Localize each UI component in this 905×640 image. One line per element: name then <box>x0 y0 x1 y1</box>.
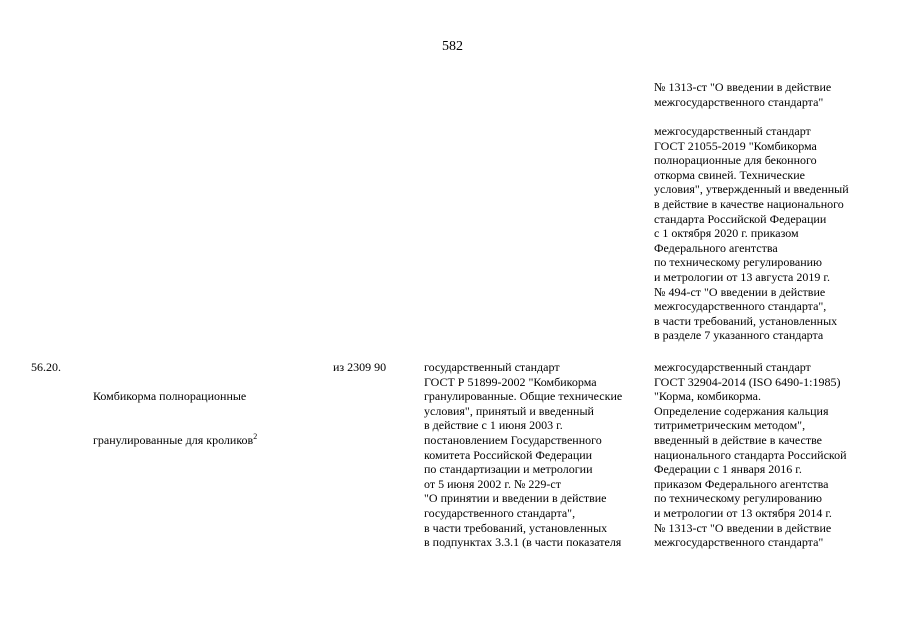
top-continuation-2-line: № 494-ст "О введении в действие <box>654 284 826 299</box>
product-name-line-2: гранулированные для кроликов$^2$ <box>93 431 258 447</box>
top-continuation-2-line: в действие в качестве национального <box>654 196 844 211</box>
standard-line: комитета Российской Федерации <box>424 447 593 462</box>
method-line: национального стандарта Российской <box>654 447 847 462</box>
top-continuation-2-line: по техническому регулированию <box>654 255 823 270</box>
row-product-name <box>93 360 257 462</box>
method-line: межгосударственного стандарта" <box>654 535 824 550</box>
method-line: приказом Федерального агентства <box>654 476 829 491</box>
method-line: № 1313-ст "О введении в действие <box>654 520 832 535</box>
standard-line: по стандартизации и метрологии <box>424 462 593 477</box>
top-continuation-2-line: межгосударственного стандарта", <box>654 299 827 314</box>
method-line: Федерации с 1 января 2016 г. <box>654 462 802 477</box>
footnote-marker: 2 <box>253 431 258 441</box>
method-line: титриметрическим методом", <box>654 418 806 433</box>
standard-line: гранулированные. Общие технические <box>424 389 623 404</box>
method-line: введенный в действие в качестве <box>654 432 823 447</box>
row-tn-ved-code: из 2309 90 <box>333 360 387 374</box>
method-line: и метрологии от 13 октября 2014 г. <box>654 505 832 520</box>
top-continuation-2-line: в части требований, установленных <box>654 313 838 328</box>
product-name-line-1: Комбикорма полнорационные <box>93 389 247 404</box>
standard-line: в части требований, установленных <box>424 520 608 535</box>
top-continuation-text-2 <box>654 124 849 343</box>
top-continuation-2-line: стандарта Российской Федерации <box>654 211 827 226</box>
method-line: по техническому регулированию <box>654 491 823 506</box>
top-continuation-text-1 <box>654 80 831 109</box>
row-standard-text <box>424 360 622 550</box>
standard-line: государственный стандарт <box>424 360 560 374</box>
standard-line: в подпунктах 3.3.1 (в части показателя <box>424 535 622 550</box>
row-method-text <box>654 360 847 550</box>
standard-line: "О принятии и введении в действие <box>424 491 607 506</box>
standard-line: в действие с 1 июня 2003 г. <box>424 418 563 433</box>
top-continuation-2-line: полнорационные для беконного <box>654 153 817 168</box>
top-continuation-2-line: в разделе 7 указанного стандарта <box>654 328 824 343</box>
standard-line: постановлением Государственного <box>424 432 602 447</box>
top-continuation-2-line: с 1 октября 2020 г. приказом <box>654 226 799 241</box>
method-line: межгосударственный стандарт <box>654 360 811 374</box>
method-line: Определение содержания кальция <box>654 403 829 418</box>
page-number: 582 <box>442 39 463 54</box>
top-continuation-2-line: межгосударственный стандарт <box>654 124 811 138</box>
top-continuation-2-line: ГОСТ 21055-2019 "Комбикорма <box>654 138 817 153</box>
top-continuation-2-line: и метрологии от 13 августа 2019 г. <box>654 269 830 284</box>
top-continuation-2-line: Федерального агентства <box>654 240 778 255</box>
standard-line: условия", принятый и введенный <box>424 403 594 418</box>
top-continuation-1-line: межгосударственного стандарта" <box>654 94 824 109</box>
top-continuation-1-line: № 1313-ст "О введении в действие <box>654 80 832 94</box>
row-number: 56.20. <box>31 360 61 374</box>
method-line: "Корма, комбикорма. <box>654 389 761 404</box>
top-continuation-2-line: откорма свиней. Технические <box>654 167 805 182</box>
top-continuation-2-line: условия", утвержденный и введенный <box>654 182 849 197</box>
method-line: ГОСТ 32904-2014 (ISO 6490-1:1985) <box>654 374 841 389</box>
standard-line: ГОСТ Р 51899-2002 "Комбикорма <box>424 374 597 389</box>
standard-line: от 5 июня 2002 г. № 229-ст <box>424 476 561 491</box>
standard-line: государственного стандарта", <box>424 505 576 520</box>
